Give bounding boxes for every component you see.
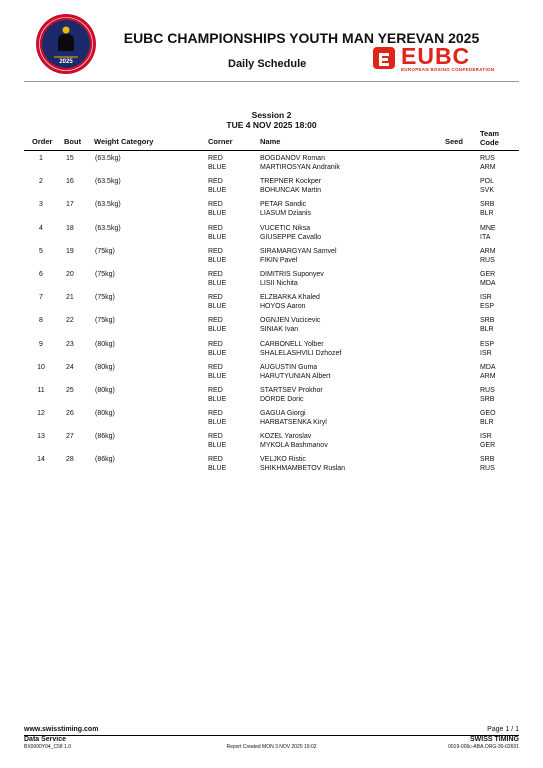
weight-cell: (80kg) (95, 386, 115, 394)
red-name-cell: KOZEL Yaroslav (260, 433, 312, 441)
weight-cell: (63.5kg) (95, 178, 121, 186)
blue-name-cell: LIASUM Dzianis (260, 210, 311, 218)
session-title: Session 2 (251, 110, 292, 120)
table-row (24, 386, 519, 409)
red-corner-cell: RED (208, 178, 223, 186)
red-corner-cell: RED (208, 247, 223, 255)
col-order: Order (32, 137, 53, 146)
red-corner-cell: RED (208, 433, 223, 441)
order-cell: 10 (37, 363, 45, 371)
red-name-cell: CARBONELL Yolber (260, 340, 324, 348)
blue-team-cell: ITA (480, 233, 491, 241)
order-cell: 2 (39, 178, 43, 186)
blue-name-cell: HARBATSENKA Kiryl (260, 419, 327, 427)
weight-cell: (63.5kg) (95, 224, 121, 232)
bout-cell: 17 (66, 201, 74, 209)
red-corner-cell: RED (208, 410, 223, 418)
blue-corner-cell: BLUE (208, 303, 227, 311)
bout-cell: 28 (66, 456, 74, 464)
weight-cell: (80kg) (95, 410, 115, 418)
red-corner-cell: RED (208, 155, 223, 162)
weight-cell: (63.5kg) (95, 155, 121, 162)
red-team-cell: GER (480, 270, 496, 278)
bout-cell: 20 (66, 270, 74, 278)
weight-cell: (86kg) (95, 456, 115, 464)
order-cell: 1 (39, 155, 43, 162)
blue-corner-cell: BLUE (208, 442, 227, 450)
bout-cell: 25 (66, 386, 74, 394)
logo-year: 2025 (59, 59, 73, 65)
blue-name-cell: LISII Nichita (260, 279, 298, 287)
order-cell: 6 (39, 270, 43, 278)
session-datetime: TUE 4 NOV 2025 18:00 (226, 120, 317, 130)
col-corner: Corner (208, 137, 233, 146)
blue-name-cell: HARUTYUNIAN Albert (260, 372, 331, 380)
blue-team-cell: BLR (480, 326, 494, 334)
bout-cell: 26 (66, 410, 74, 418)
bout-cell: 22 (66, 317, 74, 325)
col-weight-category: Weight Category (94, 137, 154, 146)
col-bout: Bout (64, 137, 82, 146)
swiss-timing-label: SWISS TIMING (470, 736, 519, 743)
order-cell: 7 (39, 294, 43, 302)
weight-cell: (75kg) (95, 317, 115, 325)
red-corner-cell: RED (208, 224, 223, 232)
red-team-cell: GEO (480, 410, 496, 418)
red-corner-cell: RED (208, 201, 223, 209)
reference-code: 0019-006c-ABA.ORG-30-02601 (448, 744, 519, 750)
red-corner-cell: RED (208, 294, 223, 302)
blue-name-cell: BOHUNCAK Martin (260, 187, 322, 195)
page-subtitle: Daily Schedule (228, 58, 307, 70)
blue-corner-cell: BLUE (208, 210, 227, 218)
red-name-cell: SIRAMARGYAN Samvel (260, 247, 337, 255)
document-code: BX0000Y04_C58 1.0 (24, 744, 71, 750)
blue-team-cell: ARM (480, 164, 496, 171)
red-team-cell: SRB (480, 317, 495, 325)
weight-cell: (63.5kg) (95, 201, 121, 209)
red-team-cell: ESP (480, 340, 495, 348)
table-header (24, 130, 519, 151)
blue-team-cell: BLR (480, 210, 494, 218)
blue-name-cell: MARTIROSYAN Andranik (260, 164, 340, 171)
bout-cell: 19 (66, 247, 74, 255)
table-row (24, 455, 519, 478)
table-row (24, 247, 519, 270)
red-team-cell: POL (480, 178, 495, 186)
red-team-cell: SRB (480, 201, 495, 209)
weight-cell: (80kg) (95, 363, 115, 371)
red-corner-cell: RED (208, 340, 223, 348)
report-created: Report Created MON 3 NOV 2025 19:02 (226, 744, 317, 750)
blue-corner-cell: BLUE (208, 395, 227, 403)
blue-name-cell: SINIAK Ivan (260, 326, 299, 334)
red-name-cell: DIMITRIS Suponyev (260, 270, 324, 278)
blue-corner-cell: BLUE (208, 349, 227, 357)
table-row (24, 293, 519, 316)
order-cell: 13 (37, 433, 45, 441)
red-team-cell: MNE (480, 224, 496, 232)
blue-corner-cell: BLUE (208, 419, 227, 427)
blue-corner-cell: BLUE (208, 465, 227, 473)
blue-corner-cell: BLUE (208, 256, 227, 264)
blue-team-cell: ARM (480, 372, 496, 380)
red-corner-cell: RED (208, 270, 223, 278)
table-row (24, 363, 519, 386)
weight-cell: (75kg) (95, 294, 115, 302)
order-cell: 11 (37, 386, 45, 394)
bout-cell: 23 (66, 340, 74, 348)
weight-cell: (75kg) (95, 270, 115, 278)
table-row (24, 316, 519, 339)
data-service-label: Data Service (24, 736, 67, 743)
weight-cell: (80kg) (95, 340, 115, 348)
blue-corner-cell: BLUE (208, 187, 227, 195)
order-cell: 14 (37, 456, 45, 464)
blue-team-cell: ISR (480, 349, 492, 357)
bout-cell: 24 (66, 363, 74, 371)
brand-subtitle: EUROPEAN BOXING CONFEDERATION (401, 67, 495, 72)
red-name-cell: OGNJEN Vucicevic (260, 317, 321, 325)
red-corner-cell: RED (208, 386, 223, 394)
blue-corner-cell: BLUE (208, 326, 227, 334)
order-cell: 12 (37, 410, 45, 418)
order-cell: 5 (39, 247, 43, 255)
blue-name-cell: SHALELASHVILI Dzhozef (260, 349, 342, 357)
blue-corner-cell: BLUE (208, 279, 227, 287)
red-name-cell: VELJKO Ristic (260, 456, 306, 464)
red-team-cell: ARM (480, 247, 496, 255)
eubc-emblem-icon (373, 47, 395, 69)
blue-corner-cell: BLUE (208, 372, 227, 380)
table-row (24, 340, 519, 363)
table-row (24, 432, 519, 455)
table-row (24, 200, 519, 223)
red-name-cell: VUCETIC Niksa (260, 224, 311, 232)
red-corner-cell: RED (208, 363, 223, 371)
red-team-cell: RUS (480, 155, 495, 162)
red-corner-cell: RED (208, 456, 223, 464)
blue-name-cell: DORDE Doric (260, 395, 304, 403)
session-heading (0, 110, 543, 130)
col-seed: Seed (445, 137, 463, 146)
bout-cell: 16 (66, 178, 74, 186)
table-row (24, 224, 519, 247)
red-name-cell: TREPNER Kockper (260, 178, 322, 186)
red-name-cell: PETAR Sandic (260, 201, 307, 209)
order-cell: 9 (39, 340, 43, 348)
order-cell: 4 (39, 224, 43, 232)
bout-cell: 18 (66, 224, 74, 232)
red-name-cell: GAGUA Giorgi (260, 410, 306, 418)
blue-name-cell: GIUSEPPE Cavallo (260, 233, 322, 241)
brand-name: EUBC (401, 43, 471, 69)
blue-team-cell: SVK (480, 187, 495, 195)
eubc-brand-logo (373, 43, 519, 74)
red-name-cell: STARTSEV Prokhor (260, 386, 323, 394)
blue-corner-cell: BLUE (208, 233, 227, 241)
order-cell: 3 (39, 201, 43, 209)
order-cell: 8 (39, 317, 43, 325)
red-name-cell: ELZBARKA Khaled (260, 294, 320, 302)
blue-name-cell: SHIKHMAMBETOV Ruslan (260, 465, 346, 473)
weight-cell: (86kg) (95, 433, 115, 441)
col-name: Name (260, 137, 281, 146)
blue-name-cell: HOYOS Aaron (260, 303, 306, 311)
header-divider (24, 81, 519, 82)
blue-name-cell: FIKIN Pavel (260, 256, 298, 264)
page-number: Page 1 / 1 (487, 726, 519, 733)
table-row (24, 409, 519, 432)
blue-team-cell: RUS (480, 256, 495, 264)
red-name-cell: BOGDANOV Roman (260, 155, 325, 162)
blue-team-cell: SRB (480, 395, 495, 403)
table-row (24, 154, 519, 177)
red-team-cell: SRB (480, 456, 495, 464)
blue-team-cell: MDA (480, 279, 496, 287)
red-team-cell: RUS (480, 386, 495, 394)
table-row (24, 270, 519, 293)
schedule-table (24, 154, 519, 479)
red-team-cell: ISR (480, 433, 492, 441)
blue-corner-cell: BLUE (208, 164, 227, 171)
blue-name-cell: MYKOLA Bashmanov (260, 442, 328, 450)
bout-cell: 21 (66, 294, 74, 302)
red-corner-cell: RED (208, 317, 223, 325)
blue-team-cell: RUS (480, 465, 495, 473)
blue-team-cell: GER (480, 442, 496, 450)
blue-team-cell: BLR (480, 419, 494, 427)
bout-cell: 15 (66, 155, 74, 162)
red-name-cell: AUGUSTIN Guma (260, 363, 318, 371)
red-team-cell: MDA (480, 363, 496, 371)
website-link[interactable]: www.swisstiming.com (24, 726, 99, 733)
weight-cell: (75kg) (95, 247, 115, 255)
bout-cell: 27 (66, 433, 74, 441)
red-team-cell: ISR (480, 294, 492, 302)
blue-team-cell: ESP (480, 303, 495, 311)
col-team-code: Team Code (480, 129, 500, 147)
table-row (24, 177, 519, 200)
page-title: EUBC CHAMPIONSHIPS YOUTH MAN YEREVAN 2025 (123, 30, 480, 46)
